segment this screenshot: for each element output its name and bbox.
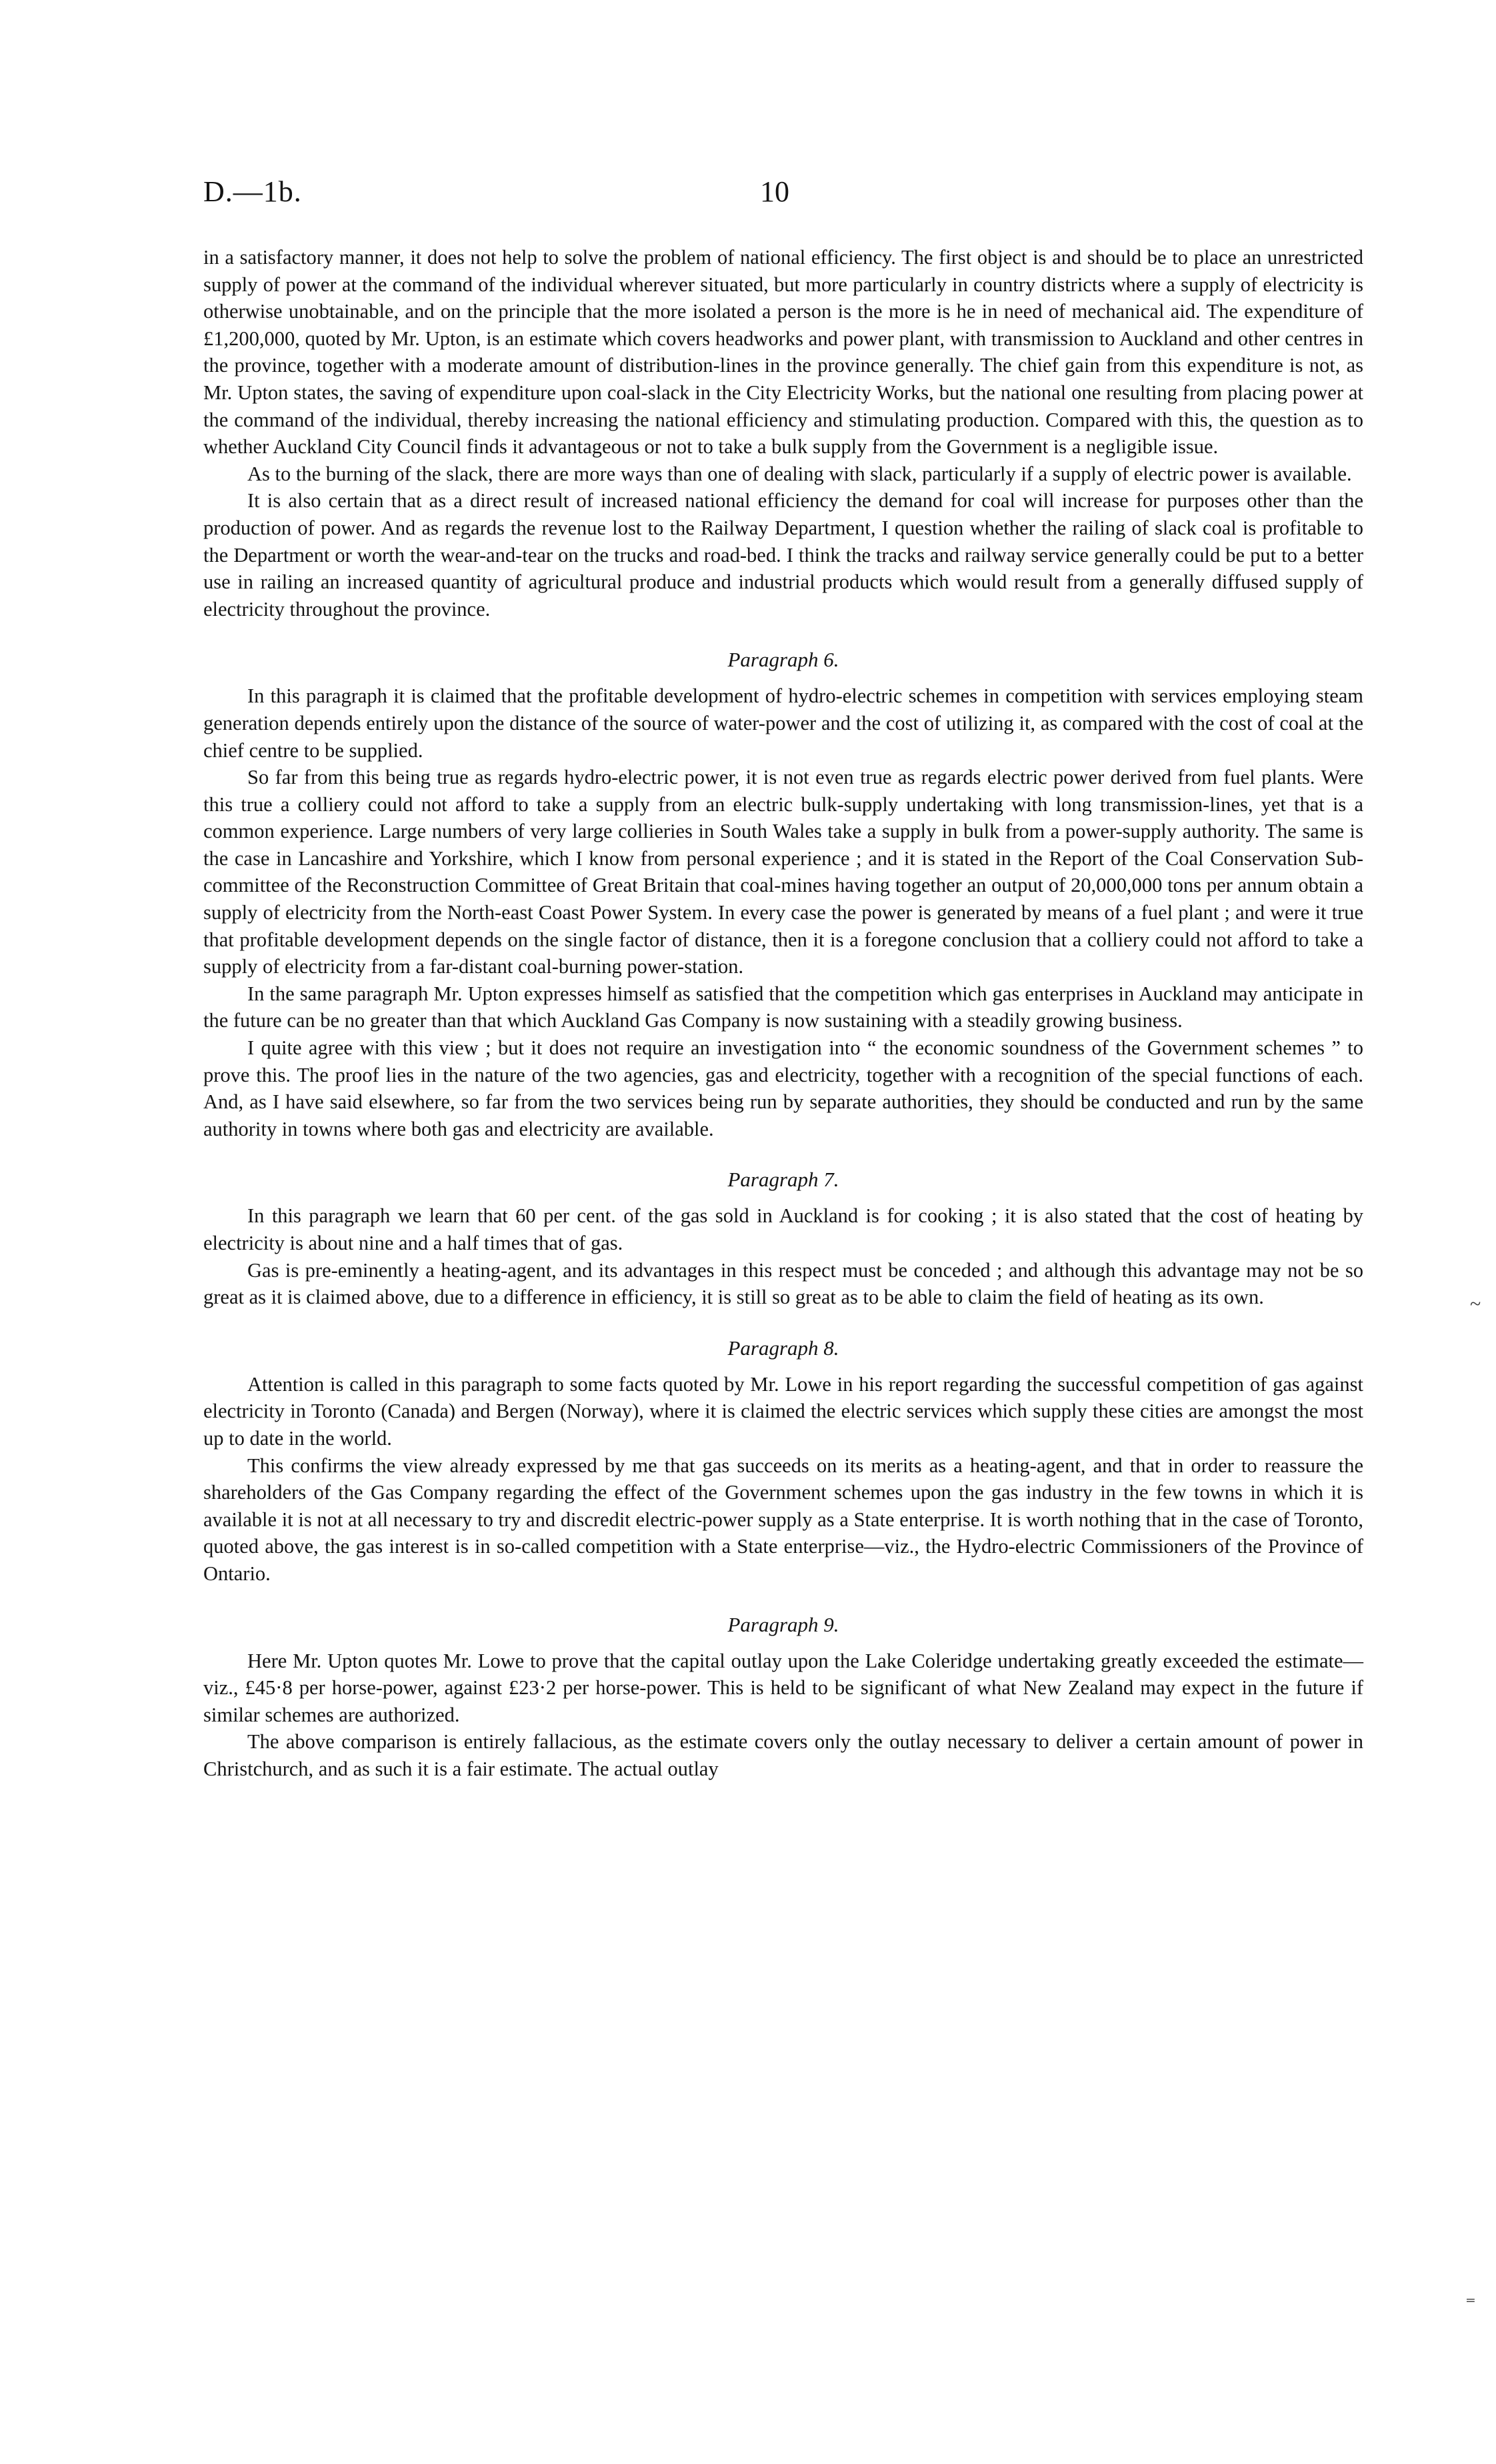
paragraph: I quite agree with this view ; but it does not require an investigation into “ the economic soundness of the Government schemes ” to prove this. The proof lies in the nature of the two agencies, gas and electricity, together with a recognition of the special functions of each. And, as I have said elsewhere, so far from the two services being run by separate authorities, they should be conducted and run by the same authority in towns where both gas and electricity are available. <box>203 1036 1363 1140</box>
paragraph: It is also certain that as a direct result of increased national efficiency the demand for coal will increase for purposes other than the production of power. And as regards the revenue lost to the Railway Department, I question whether the railing of slack coal is profitable to the Department or worth the wear-and-tear on the trucks and road-bed. I think the tracks and railway service generally could be put to a better use in railing an increased quantity of agricultural produce and industrial products which would result from a generally diffused supply of electricity throughout the province. <box>203 489 1363 620</box>
paragraph: In this paragraph it is claimed that the profitable development of hydro-electric schemes in competition with services employing steam generation depends entirely upon the distance of the source of water-power and the cost of utilizing it, as compared with the cost of coal at the chief centre to be supplied. <box>203 684 1363 762</box>
section-heading: Paragraph 6. <box>727 648 839 672</box>
body-text <box>203 244 1363 1783</box>
paragraph: As to the burning of the slack, there are more ways than one of dealing with slack, particularly if a supply of electric power is available. <box>247 462 1352 485</box>
section-heading: Paragraph 7. <box>727 1168 839 1192</box>
paragraph: Gas is pre-eminently a heating-agent, and its advantages in this respect must be conceded ; and although this advantage may not be so great as it is claimed above, due to a difference in efficiency, it is still so great as to be able to claim the field of heating as its own. <box>203 1258 1363 1309</box>
document-page <box>203 175 1363 1783</box>
section-heading: Paragraph 8. <box>727 1336 839 1360</box>
paragraph: This confirms the view already expressed by me that gas succeeds on its merits as a heating-agent, and that in order to reassure the shareholders of the Gas Company regarding the effect of the Government schemes upon the gas industry in the few towns in which it is available it is not at all necessary to try and discredit electric-power supply as a State enterprise. It is worth nothing that in the case of Toronto, quoted above, the gas interest is in so-called competition with a State enterprise—viz., the Hydro-electric Commissioners of the Province of Ontario. <box>203 1454 1363 1585</box>
paragraph: Attention is called in this paragraph to some facts quoted by Mr. Lowe in his report regarding the successful competition of gas against electricity in Toronto (Canada) and Bergen (Norway), where it is claimed the electric services which supply these cities are amongst the most up to date in the world. <box>203 1372 1363 1450</box>
page-header <box>203 175 1363 221</box>
paragraph: So far from this being true as regards hydro-electric power, it is not even true as regards electric power derived from fuel plants. Were this true a colliery could not afford to take a supply from an electric bulk-supply undertaking with long transmission-lines, yet that is a common experience. Large numbers of very large collieries in South Wales take a supply in bulk from a power-supply authority. The same is the case in Lancashire and Yorkshire, which I know from personal experience ; and it is stated in the Report of the Coal Conservation Sub-committee of the Reconstruction Committee of Great Britain that coal-mines having together an output of 20,000,000 tons per annum obtain a supply of electricity from the North-east Coast Power System. In every case the power is generated by means of a fuel plant ; and were it true that profitable development depends on the single factor of distance, then it is a foregone conclusion that a colliery could not afford to take a supply of electricity from a far-distant coal-burning power-station. <box>203 766 1363 978</box>
page-number: 10 <box>760 175 789 208</box>
paragraph: Here Mr. Upton quotes Mr. Lowe to prove that the capital outlay upon the Lake Coleridge undertaking greatly exceeded the estimate—viz., £45·8 per horse-power, against £23·2 per horse-power. This is held to be significant of what New Zealand may expect in the future if similar schemes are authorized. <box>203 1649 1363 1726</box>
paragraph: In the same paragraph Mr. Upton expresses himself as satisfied that the competition which gas enterprises in Auckland may anticipate in the future can be no greater than that which Auckland Gas Company is now sustaining with a steadily growing business. <box>203 982 1363 1032</box>
document-reference: D.—1b. <box>203 175 302 208</box>
paragraph: In this paragraph we learn that 60 per cent. of the gas sold in Auckland is for cooking ; it is also stated that the cost of heating by electricity is about nine and a half times that of gas. <box>203 1204 1363 1254</box>
paragraph: in a satisfactory manner, it does not help to solve the problem of national efficiency. The first object is and should be to place an unrestricted supply of power at the command of the individual wherever situated, but more particularly in country districts where a supply of electricity is otherwise unobtainable, and on the principle that the more isolated a person is the more is he in need of mechanical aid. The expenditure of £1,200,000, quoted by Mr. Upton, is an estimate which covers headworks and power plant, with transmission to Auckland and other centres in the province, together with a moderate amount of distribution-lines in the province generally. The chief gain from this expenditure is not, as Mr. Upton states, the saving of expenditure upon coal-slack in the City Electricity Works, but the national one resulting from placing power at the command of the individual, thereby increasing the national efficiency and stimulating production. Compared with this, the question as to whether Auckland City Council finds it advantageous or not to take a bulk supply from the Government is a negligible issue. <box>203 246 1363 459</box>
margin-mark: ⁼ <box>1465 2293 1476 2315</box>
margin-mark: ~ <box>1470 1293 1481 1315</box>
section-heading: Paragraph 9. <box>727 1612 839 1636</box>
paragraph: The above comparison is entirely fallacious, as the estimate covers only the outlay necessary to deliver a certain amount of power in Christchurch, and as such it is a fair estimate. The actual outlay <box>203 1730 1363 1780</box>
